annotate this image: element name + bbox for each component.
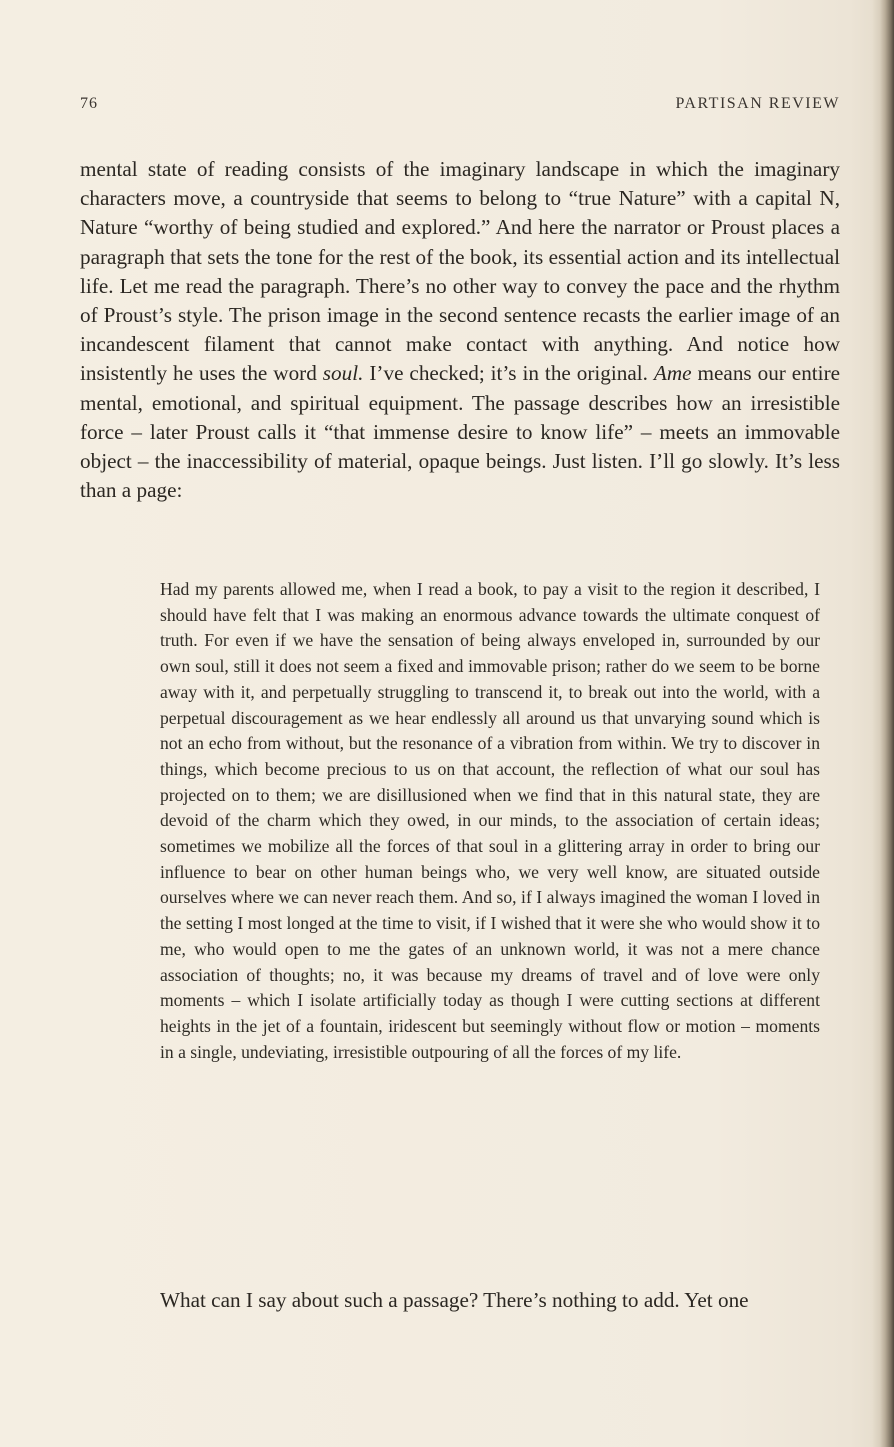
- emphasis-soul: soul.: [322, 361, 364, 386]
- body-text-middle: I’ve checked; it’s in the original.: [369, 361, 648, 386]
- trailing-paragraph: What can I say about such a passage? There’s nothing to add. Yet one: [160, 1288, 749, 1312]
- body-text-end: means our entire mental, emotional, and spiritual equipment. The passage describes how an irresistible force – later Proust calls it “that immense desire to know life” – meets an immovable object – the inaccessibility of material, opaque beings. Just listen. I’ll go slowly. It’s less than a page:: [80, 361, 841, 503]
- body-paragraph: [80, 155, 840, 505]
- body-text-start: mental state of reading consists of the imaginary landscape in which the imaginary characters move, a countryside that seems to belong to “true Nature” with a capital N, Nature “worthy of being studied and explored.” And here the narrator or Proust places a paragraph that sets the tone for the rest of the book, its essential action and its intellectual life. Let me read the paragraph. There’s no other way to convey the pace and the rhythm of Proust’s style. The prison image in the second sentence recasts the earlier image of an incandescent filament that cannot make contact with anything. And notice how insistently he uses the word: [80, 157, 840, 386]
- page-number: 76: [80, 95, 98, 112]
- running-head: PARTISAN REVIEW: [675, 95, 840, 112]
- page-binding-edge: [872, 0, 894, 1447]
- block-quote: Had my parents allowed me, when I read a book, to pay a visit to the region it described, I should have felt that I was making an enormous advance towards the ultimate conquest of truth. For even if we have the sensation of being always enveloped in, surrounded by our own soul, still it does not seem a fixed and immovable prison; rather do we seem to be borne away with it, and perpetually struggling to transcend it, to break out into the world, with a perpetual discouragement as we hear endlessly all around us that unvarying sound which is not an echo from without, but the resonance of a vibration from within. We try to discover in things, which become precious to us on that account, the reflection of what our soul has projected on to them; we are disillusioned when we find that in this natural state, they are devoid of the charm which they owed, in our minds, to the association of certain ideas; sometimes we mobilize all the forces of that soul in a glittering array in order to bring our influence to bear on other human beings who, we very well know, are situated outside ourselves where we can never reach them. And so, if I always imagined the woman I loved in the setting I most longed at the time to visit, if I wished that it were she who would show it to me, who would open to me the gates of an unknown world, it was not a mere chance association of thoughts; no, it was because my dreams of travel and of love were only moments – which I isolate artificially today as though I were cutting sections at different heights in the jet of a fountain, iridescent but seemingly without flow or motion – moments in a single, undeviating, irresistible outpouring of all the forces of my life.: [160, 579, 820, 1062]
- emphasis-ame: Ame: [653, 361, 692, 386]
- page-header: [80, 95, 840, 119]
